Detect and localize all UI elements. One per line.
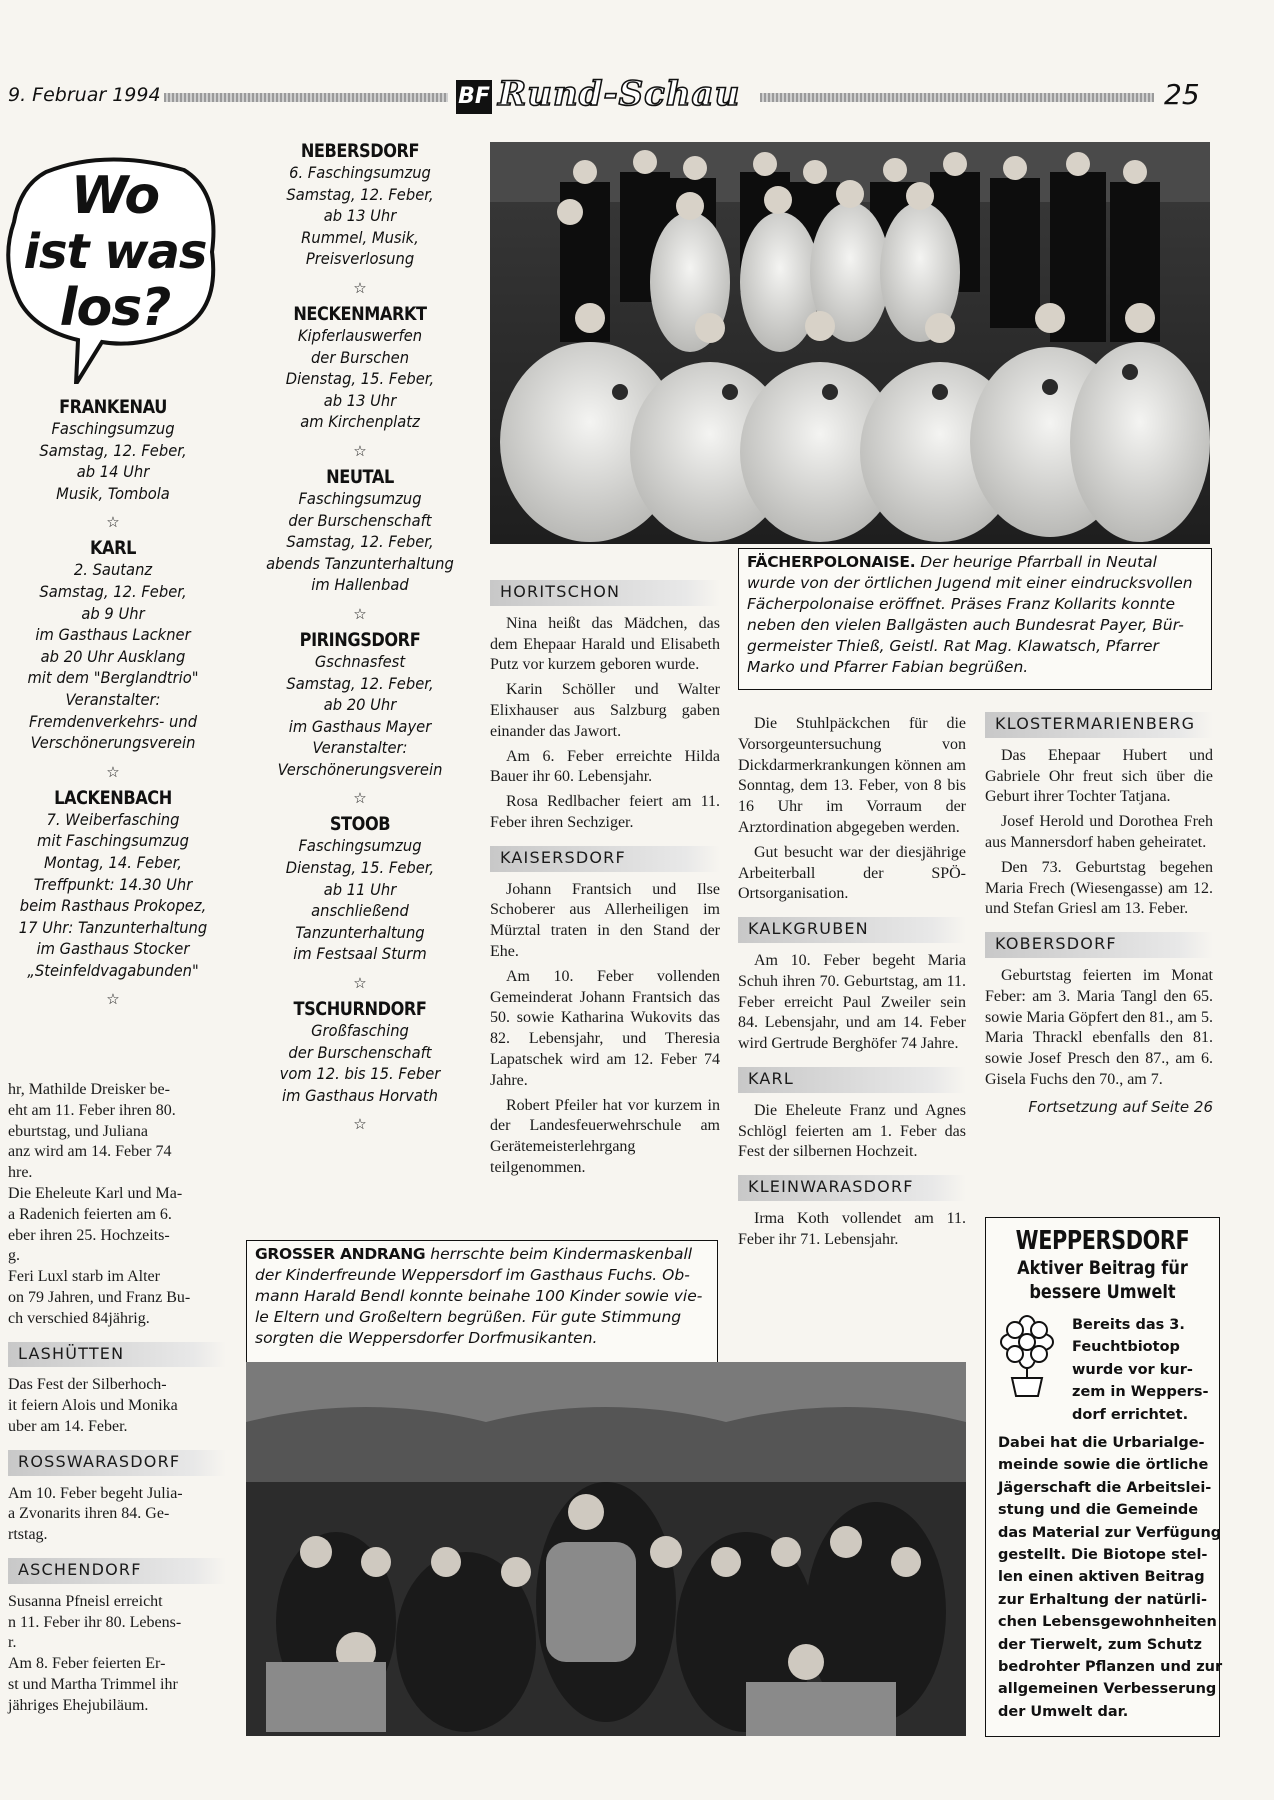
box-subtitle-line: Aktiver Beitrag für (1017, 1257, 1188, 1279)
section-heading: KARL (738, 1067, 966, 1093)
bubble-line-3: los? (59, 278, 171, 338)
event-detail-line: ab 14 Uhr (76, 462, 150, 482)
event-place-title: PIRINGSDORF (299, 628, 421, 651)
news-line: Das Fest der Silberhoch- (8, 1376, 167, 1394)
news-line: eburtstag, und Juliana (8, 1122, 148, 1140)
box-subtitle (1003, 1256, 1201, 1304)
caption-text: Der heurige Pfarrball in Neutal (915, 553, 1157, 571)
box-text-line: Feuchtbiotop (1072, 1339, 1180, 1356)
caption-line: germeister Thieß, Geistl. Rat Mag. Klawatsch, Pfarrer (747, 637, 1159, 655)
caption-faecherpolonaise (738, 548, 1212, 690)
news-line: a Zvonarits ihren 84. Ge- (8, 1505, 170, 1523)
event-detail-line: Treffpunkt: 14.30 Uhr (33, 874, 193, 894)
event-detail-line: Rummel, Musik, (301, 227, 419, 247)
news-line: eber ihren 25. Hochzeits- (8, 1226, 170, 1244)
news-line: Susanna Pfneisl erreicht (8, 1592, 163, 1610)
event-detail-line: ab 13 Uhr (323, 390, 397, 410)
news-line: Am 10. Feber begeht Julia- (8, 1484, 183, 1502)
event-detail-line: Dienstag, 15. Feber, (285, 369, 435, 389)
box-text-line: der Umwelt dar. (998, 1703, 1129, 1720)
caption-line: neben den vielen Ballgästen auch Bundesrat Payer, Bür- (747, 616, 1184, 634)
event-detail-line: Faschingsumzug (51, 419, 175, 438)
event-detail-line: mit dem "Berglandtrio" (27, 668, 199, 688)
news-paragraph: Nina heißt das Mädchen, das dem Ehepaar Harald und Elisabeth Putz vor kurzem geboren wurde. (490, 614, 720, 674)
event-detail-line: ab 11 Uhr (323, 879, 397, 899)
news-line: hr, Mathilde Dreisker be- (8, 1081, 170, 1098)
box-top-area (986, 1314, 1219, 1432)
box-text-line: allgemeinen Verbesserung (998, 1681, 1217, 1698)
news-paragraph: Josef Herold und Dorothea Freh aus Mannersdorf haben geheiratet. (985, 813, 1213, 851)
news-paragraph: Robert Pfeiler hat vor kurzem in der Landesfeuerwehrschule am Gerätemeisterlehrgang teilgenommen. (490, 1096, 720, 1176)
star-separator: ☆ (353, 441, 367, 460)
event-place-title: NEBERSDORF (300, 140, 420, 162)
caption-line (255, 1244, 709, 1265)
section-heading: KAISERSDORF (490, 846, 720, 872)
event-detail-line: ab 20 Uhr Ausklang (40, 646, 186, 666)
news-line: r. (8, 1634, 17, 1652)
caption-line: sorgten die Weppersdorfer Dorfmusikanten. (255, 1329, 598, 1347)
event-place-title: NEUTAL (326, 465, 394, 488)
box-side-text (1060, 1314, 1224, 1426)
caption-line: wurde von der örtlichen Jugend mit einer eindrucksvollen (747, 574, 1193, 592)
events-list-left (8, 390, 218, 1012)
event-detail-line: im Hallenbad (311, 575, 409, 595)
box-text-line: gestellt. Die Biotope stel- (998, 1547, 1208, 1564)
weppersdorf-box (985, 1217, 1223, 1737)
star-separator: ☆ (106, 513, 120, 532)
event-detail-line: beim Rasthaus Prokopez, (19, 896, 207, 916)
event-place-title: STOOB (329, 813, 391, 836)
caption-lead: FÄCHERPOLONAISE. (747, 553, 916, 571)
section-heading: LASHÜTTEN (8, 1342, 226, 1368)
news-line: rtstag. (8, 1526, 48, 1544)
news-paragraph: Irma Koth vollendet am 11. Feber ihr 71. Lebensjahr. (738, 1209, 966, 1248)
box-text-line: zem in Weppers- (1072, 1384, 1209, 1401)
event-detail-line: im Gasthaus Lackner (35, 625, 191, 645)
bubble-line-2: ist was (23, 224, 207, 280)
header-rule-left (164, 93, 448, 102)
header-rule-right (760, 93, 1154, 102)
issue-date: 9. Februar 1994 (8, 84, 161, 106)
flower-pot-icon-drawing (996, 1314, 1058, 1398)
box-text-line: der Tierwelt, zum Schutz (998, 1636, 1202, 1653)
event-detail-line: Samstag, 12. Feber, (39, 440, 187, 460)
star-separator: ☆ (106, 762, 120, 781)
flower-pot-icon (996, 1314, 1058, 1398)
event-place-title: KARL (89, 537, 137, 560)
news-paragraph: Die Eheleute Franz und Agnes Schlögl feierten am 1. Feber das Fest der silbernen Hochzeit. (738, 1101, 966, 1161)
box-subtitle-line: bessere Umwelt (1029, 1281, 1176, 1303)
event-detail-line: der Burschenschaft (288, 1042, 432, 1062)
news-column-4 (738, 714, 966, 1255)
event-detail-line: Samstag, 12. Feber, (39, 581, 187, 601)
news-line: it feiern Alois und Monika (8, 1397, 178, 1415)
caption-lead: GROSSER ANDRANG (255, 1245, 426, 1263)
event-place-title: LACKENBACH (54, 786, 172, 809)
event-detail-line: Verschönerungsverein (30, 733, 196, 753)
events-list-middle (240, 134, 480, 1137)
caption-line (747, 552, 1203, 573)
event-detail-line: Montag, 14. Feber, (44, 852, 182, 872)
news-line: jähriges Ehejubiläum. (8, 1696, 149, 1714)
event-place-title: TSCHURNDORF (293, 998, 427, 1021)
event-detail-line: Fremdenverkehrs- und (28, 711, 198, 731)
news-paragraph: Karin Schöller und Walter Elixhauser aus Salzburg gaben einander das Jawort. (490, 681, 720, 740)
news-paragraph: Am 10. Feber begeht Maria Schuh ihren 70. Geburtstag, am 11. Feber erreicht Paul Zweiler sein 84. Lebensjahr, und am 14. Feber wird Gertrude Berghöfer 74 Jahre. (738, 951, 966, 1053)
photo-faecherpolonaise-image (490, 142, 1210, 544)
event-detail-line: am Kirchenplatz (300, 412, 420, 432)
caption-kindermaskenball (246, 1240, 718, 1364)
caption-line: Marko und Pfarrer Fabian begrüßen. (747, 658, 1029, 676)
event-detail-line: 2. Sautanz (73, 560, 153, 580)
news-line: hre. (8, 1164, 33, 1182)
section-heading: HORITSCHON (490, 580, 720, 606)
box-body-text (986, 1432, 1223, 1723)
news-line: Die Eheleute Karl und Ma- (8, 1184, 183, 1202)
box-text-line: zur Erhaltung der natürli- (998, 1591, 1207, 1608)
star-separator: ☆ (353, 604, 367, 623)
caption-line: der Kinderfreunde Weppersdorf im Gasthaus Fuchs. Ob- (255, 1266, 690, 1284)
event-detail-line: Veranstalter: (312, 738, 408, 758)
event-detail-line: 7. Weiberfasching (46, 809, 180, 829)
continued-note: Fortsetzung auf Seite 26 (1028, 1097, 1213, 1116)
page-number: 25 (1164, 78, 1200, 111)
photo-kindermaskenball-image (246, 1362, 966, 1736)
event-detail-line: anschließend (311, 901, 409, 921)
news-paragraph: Geburtstag feierten im Monat Feber: am 3. Maria Tangl den 65. sowie Maria Göpfert den 81., am 5. Maria Thrackl ebenfalls den 81. sowie Josef Presch den 87., am 6. Gisela Fuchs den 70., am 7. (985, 966, 1213, 1088)
caption-line: Fächerpolonaise eröffnet. Präses Franz Kollarits konnte (747, 595, 1176, 613)
news-paragraph: Die Stuhlpäckchen für die Vorsorgeuntersuchung von Dickdarmerkrankungen können am Sonntag, dem 13. Feber, von 8 bis 16 Uhr im Vorraum der Arztordination abgegeben werden. (738, 715, 966, 836)
box-text-line: das Material zur Verfügung (998, 1524, 1222, 1541)
star-separator: ☆ (353, 1115, 367, 1134)
news-line: st und Martha Trimmel ihr (8, 1675, 178, 1693)
caption-line: le Eltern und Großeltern begrüßen. Für gute Stimmung (255, 1308, 682, 1326)
event-detail-line: der Burschenschaft (288, 510, 432, 530)
speech-bubble (6, 152, 224, 384)
event-detail-line: vom 12. bis 15. Feber (279, 1064, 441, 1084)
event-detail-line: ab 9 Uhr (81, 603, 145, 623)
event-detail-line: Samstag, 12. Feber, (286, 532, 434, 552)
event-place-title: FRANKENAU (59, 396, 167, 418)
event-detail-line: 17 Uhr: Tanzunterhaltung (18, 917, 208, 937)
box-text-line: meinde sowie die örtliche (998, 1457, 1209, 1474)
caption-line: mann Harald Bendl konnte beinahe 100 Kinder sowie vie- (255, 1287, 703, 1305)
event-detail-line: Kipferlauswerfen (297, 325, 423, 345)
event-detail-line: Musik, Tombola (56, 483, 170, 503)
bubble-line-1: Wo (70, 166, 160, 226)
section-title: Rund-Schau (498, 74, 741, 114)
event-detail-line: Verschönerungsverein (277, 759, 443, 779)
box-text-line: wurde vor kur- (1072, 1361, 1193, 1378)
news-paragraph: Das Ehepaar Hubert und Gabriele Ohr freut sich über die Geburt ihrer Tochter Tatjana. (985, 746, 1213, 806)
box-text-line: Dabei hat die Urbarialge- (998, 1435, 1205, 1451)
publication-logo: BF (456, 80, 492, 114)
news-line: ch verschied 84jährig. (8, 1309, 150, 1327)
news-line: g. (8, 1247, 20, 1265)
caption-text: herrschte beim Kindermaskenball (425, 1245, 693, 1263)
news-column-left (8, 1080, 226, 1717)
section-heading: KALKGRUBEN (738, 917, 966, 943)
event-detail-line: im Gasthaus Mayer (288, 716, 432, 736)
event-detail-line: Veranstalter: (65, 689, 161, 709)
event-detail-line: abends Tanzunterhaltung (266, 553, 454, 573)
event-detail-line: im Festsaal Sturm (293, 944, 427, 964)
event-detail-line: Faschingsumzug (298, 488, 422, 508)
news-column-3 (490, 568, 720, 1183)
star-separator: ☆ (106, 990, 120, 1009)
section-heading: KOBERSDORF (985, 932, 1213, 958)
photo-kindermaskenball (246, 1362, 966, 1736)
event-detail-line: Samstag, 12. Feber, (286, 673, 434, 693)
box-text-line: stung und die Gemeinde (998, 1502, 1199, 1519)
event-detail-line: im Gasthaus Horvath (282, 1085, 438, 1105)
news-line: on 79 Jahren, und Franz Bu- (8, 1288, 191, 1306)
news-column-5 (985, 700, 1213, 1118)
news-paragraph: Am 10. Feber vollenden Gemeinderat Johann Frantsich das 50. sowie Katharina Wukovits das 82. Lebensjahr, und Theresia Lapatschek wird am 12. Feber 74 Jahre. (490, 967, 720, 1089)
event-detail-line: „Steinfeldvagabunden" (27, 960, 199, 980)
news-line: eht am 11. Feber ihren 80. (8, 1101, 176, 1119)
event-detail-line: ab 13 Uhr (323, 206, 397, 226)
event-place-title: NECKENMARKT (293, 302, 427, 325)
event-detail-line: ab 20 Uhr (323, 695, 397, 715)
section-heading: KLEINWARASDORF (738, 1175, 966, 1201)
section-heading: ROSSWARASDORF (8, 1450, 226, 1476)
event-detail-line: 6. Faschingsumzug (289, 163, 431, 182)
news-paragraph: Am 6. Feber erreichte Hilda Bauer ihr 60. Lebensjahr. (490, 747, 720, 786)
news-line: Am 8. Feber feierten Er- (8, 1655, 166, 1673)
star-separator: ☆ (353, 789, 367, 808)
box-title: WEPPERSDORF (1015, 1226, 1190, 1256)
box-text-line: len einen aktiven Beitrag (998, 1569, 1205, 1586)
event-detail-line: Dienstag, 15. Feber, (285, 858, 435, 878)
event-detail-line: mit Faschingsumzug (37, 831, 189, 851)
event-detail-line: Gschnasfest (314, 651, 406, 671)
event-detail-line: Großfasching (311, 1021, 409, 1041)
news-paragraph: Gut besucht war der diesjährige Arbeiterball der SPÖ-Ortsorganisation. (738, 843, 966, 903)
news-line: anz wird am 14. Feber 74 (8, 1143, 172, 1161)
news-line: uber am 14. Feber. (8, 1417, 128, 1435)
box-text-line: bedrohter Pflanzen und zur (998, 1659, 1223, 1676)
event-detail-line: Faschingsumzug (298, 836, 422, 856)
event-detail-line: im Gasthaus Stocker (36, 939, 190, 959)
news-line: Feri Luxl starb im Alter (8, 1268, 160, 1286)
section-heading: KLOSTERMARIENBERG (985, 712, 1213, 738)
section-heading: ASCHENDORF (8, 1558, 226, 1584)
box-text-line: chen Lebensgewohnheiten (998, 1614, 1217, 1631)
news-line: a Radenich feierten am 6. (8, 1205, 172, 1223)
event-detail-line: der Burschen (310, 347, 410, 367)
news-paragraph: Johann Frantsich und Ilse Schoberer aus Allerheiligen im Mürztal traten in den Stand der Ehe. (490, 880, 720, 960)
star-separator: ☆ (353, 974, 367, 993)
box-text-line: Bereits das 3. (1072, 1317, 1185, 1333)
event-detail-line: Preisverlosung (305, 249, 415, 269)
news-paragraph: Den 73. Geburtstag begehen Maria Frech (Wiesengasse) am 12. und Stefan Griesl am 13. Feber. (985, 858, 1213, 918)
box-text-line: Jägerschaft die Arbeitslei- (998, 1479, 1212, 1496)
photo-faecherpolonaise (490, 142, 1210, 544)
news-line: n 11. Feber ihr 80. Lebens- (8, 1613, 182, 1631)
event-detail-line: Samstag, 12. Feber, (286, 184, 434, 204)
box-text-line: dorf errichtet. (1072, 1406, 1189, 1423)
event-detail-line: Tanzunterhaltung (295, 922, 425, 942)
star-separator: ☆ (353, 278, 367, 297)
news-paragraph: Rosa Redlbacher feiert am 11. Feber ihren Sechziger. (490, 793, 720, 831)
